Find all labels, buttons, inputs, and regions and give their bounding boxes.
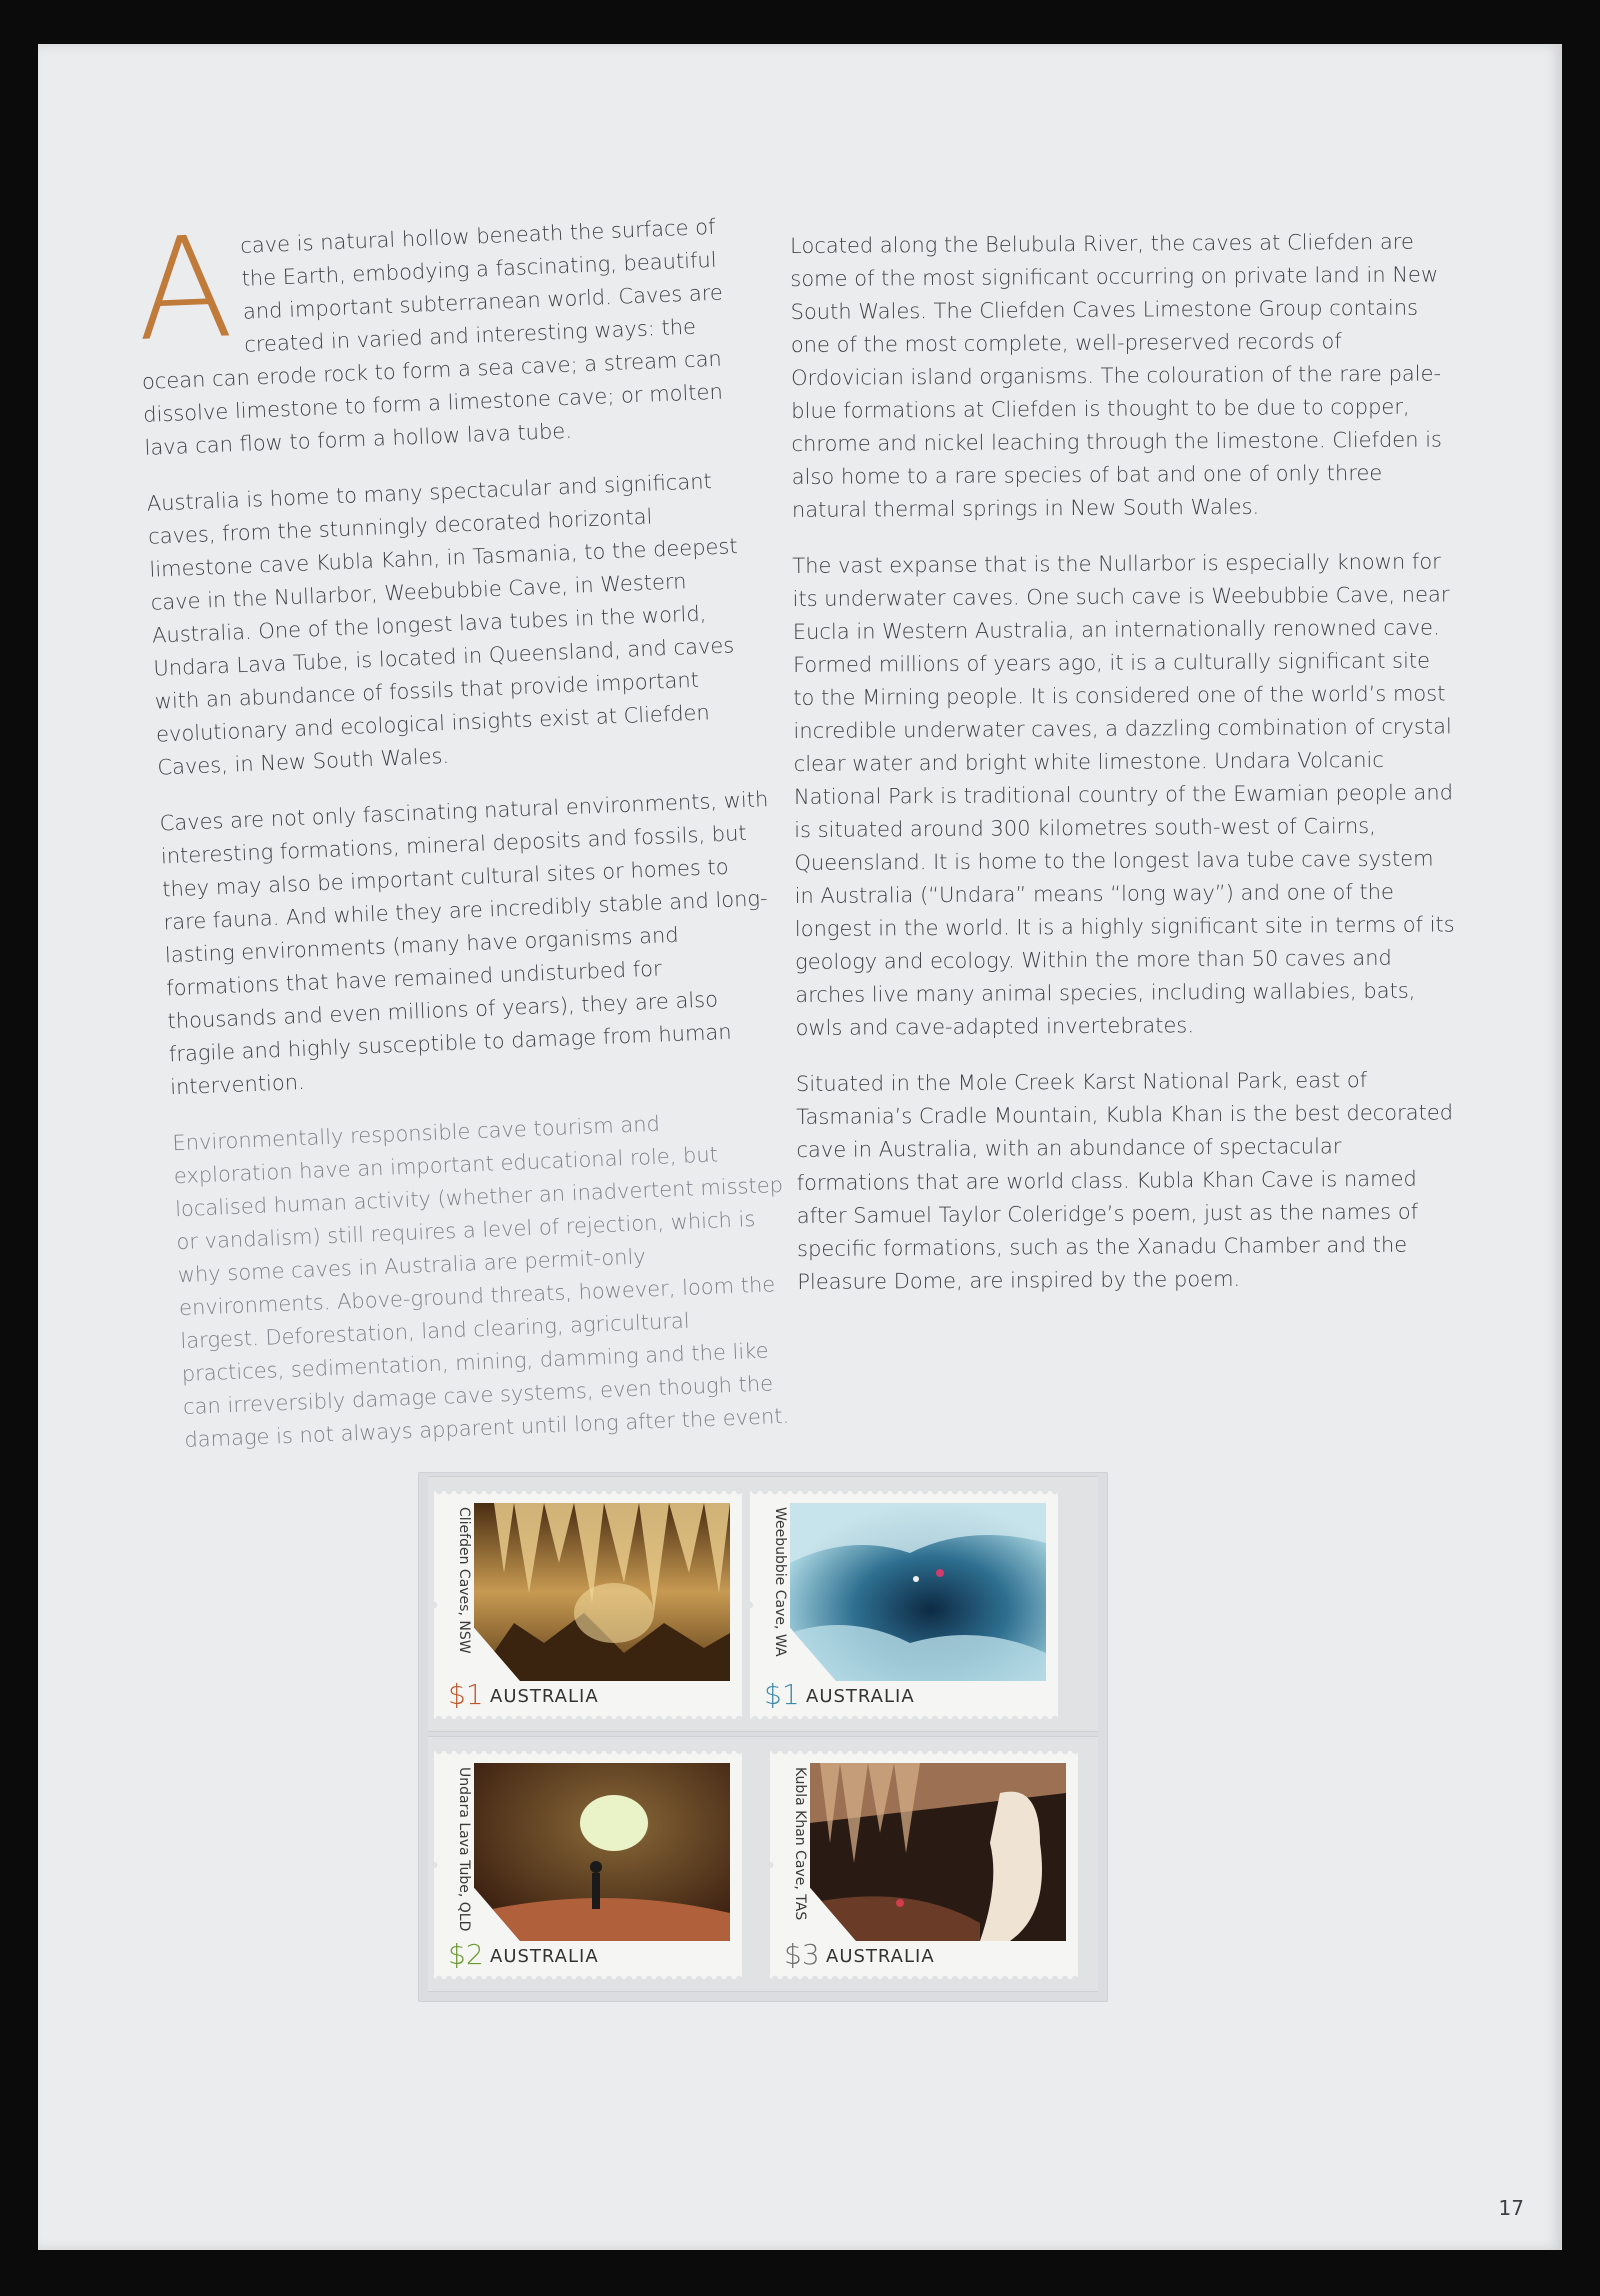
stamp-value: $3 [784, 1938, 820, 1971]
stamp-sheet [418, 1472, 1108, 2002]
stamp-caption: Undara Lava Tube, QLD [456, 1767, 472, 1932]
stamp-row-top [428, 1476, 1098, 1732]
intro-paragraph [133, 206, 755, 465]
booklet-page [38, 44, 1562, 2250]
stamp-cliefden [434, 1491, 742, 1719]
stamp-caption: Cliefden Caves, NSW [456, 1507, 472, 1654]
nullarbor-undara-paragraph: The vast expanse that is the Nullarbor is especially known for its underwater caves. One such cave is Weebubbie Cave, near Eucla in Western Australia, an internationally renowned cave. Formed millions of years ago, it is a culturally significant site to the Mirning people. It is considered one of the world’s most incredible underwater caves, a dazzling combination of crystal clear water and bright white limestone. Undara Volcanic National Park is traditional country of the Ewamian people and is situated around 300 kilometres south-west of Cairns, Queensland. It is home to the longest lava tube cave system in Australia (“Undara” means “long way”) and one of the longest in the world. It is a highly significant site in terms of its geology and ecology. Within the more than 50 caves and arches live many animal species, including wallabies, bats, owls and cave-adapted invertebrates. [792, 549, 1455, 1040]
stamp-weebubbie [750, 1491, 1058, 1719]
stamp-caption: Kubla Khan Cave, TAS [792, 1767, 808, 1921]
stamp-country: AUSTRALIA [826, 1946, 935, 1967]
stamp-kubla-khan [770, 1751, 1078, 1979]
undara-lava-tube-image [474, 1763, 730, 1941]
cave-tourism-paragraph: Environmentally responsible cave tourism and exploration have an important educational role, but localised human activity (whether an inadvertent misstep or vandalism) still requires a level of rejection, which is why some caves in Australia are permit-only environments. Above-ground threats, however, loom the largest. Deforestation, land clearing, agricultural practices, sedimentation, mining, damming and the like can irreversibly damage cave systems, even though the damage is not always apparent until long after the event. [172, 1111, 790, 1453]
stamp-value: $1 [448, 1678, 484, 1711]
dropcap-letter: A [133, 206, 236, 373]
kubla-khan-paragraph: Situated in the Mole Creek Karst National Park, east of Tasmania’s Cradle Mountain, Kubla Khan is the best decorated cave in Australia, with an abundance of spectacular formations that are world class. Kubla Khan Cave is named after Samuel Taylor Coleridge’s poem, just as the names of specific formations, such as the Xanadu Chamber and the Pleasure Dome, are inspired by the poem. [795, 1067, 1454, 1294]
right-text-column [790, 225, 1458, 1322]
cliefden-paragraph: Located along the Belubula River, the caves at Cliefden are some of the most significant occurring on private land in New South Wales. The Cliefden Caves Limestone Group contains one of the most complete, well-preserved records of Ordovician island organisms. The colouration of the rare pale-blue formations at Cliefden is thought to be due to copper, chrome and nickel leaching through the limestone. Cliefden is also home to a rare species of bat and one of only three natural thermal springs in New South Wales. [790, 229, 1443, 522]
stamp-country: AUSTRALIA [490, 1686, 599, 1707]
stamp-country: AUSTRALIA [806, 1686, 915, 1707]
caves-fragility-paragraph: Caves are not only fascinating natural environments, with interesting formations, mineral deposits and fossils, but they may also be important cultural sites or homes to rare fauna. And while they are incredibly stable and long-lasting environments (many have organisms and formations that have remained undisturbed for thousands and even millions of years), they are also fragile and highly susceptible to damage from human intervention. [159, 787, 769, 1100]
stamp-row-bottom [428, 1736, 1098, 1992]
intro-paragraph-text: cave is natural hollow beneath the surface of the Earth, embodying a fascinating, beautiful and important subterranean world. Caves are created in varied and interesting ways: the ocean can erode rock to form a sea cave; a stream can dissolve limestone to form a limestone cave; or molten lava can flow to form a hollow lava tube. [141, 214, 724, 460]
page-number: 17 [1498, 2196, 1524, 2220]
cliefden-cave-image [474, 1503, 730, 1681]
stamp-undara [434, 1751, 742, 1979]
stamp-value: $2 [448, 1938, 484, 1971]
stamp-value: $1 [764, 1678, 800, 1711]
kubla-khan-cave-image [810, 1763, 1066, 1941]
left-text-column [133, 206, 796, 1480]
stamp-country: AUSTRALIA [490, 1946, 599, 1967]
stamp-caption: Weebubbie Cave, WA [772, 1507, 788, 1657]
caves-overview-paragraph: Australia is home to many spectacular and significant caves, from the stunningly decorated horizontal limestone cave Kubla Kahn, in Tasmania, to the deepest cave in the Nullarbor, Weebubbie Cave, in Western Australia. One of the longest lava tubes in the world, Undara Lava Tube, is located in Queensland, and caves with an abundance of fossils that provide important evolutionary and ecological insights exist at Cliefden Caves, in New South Wales. [146, 469, 739, 780]
weebubbie-cave-image [790, 1503, 1046, 1681]
